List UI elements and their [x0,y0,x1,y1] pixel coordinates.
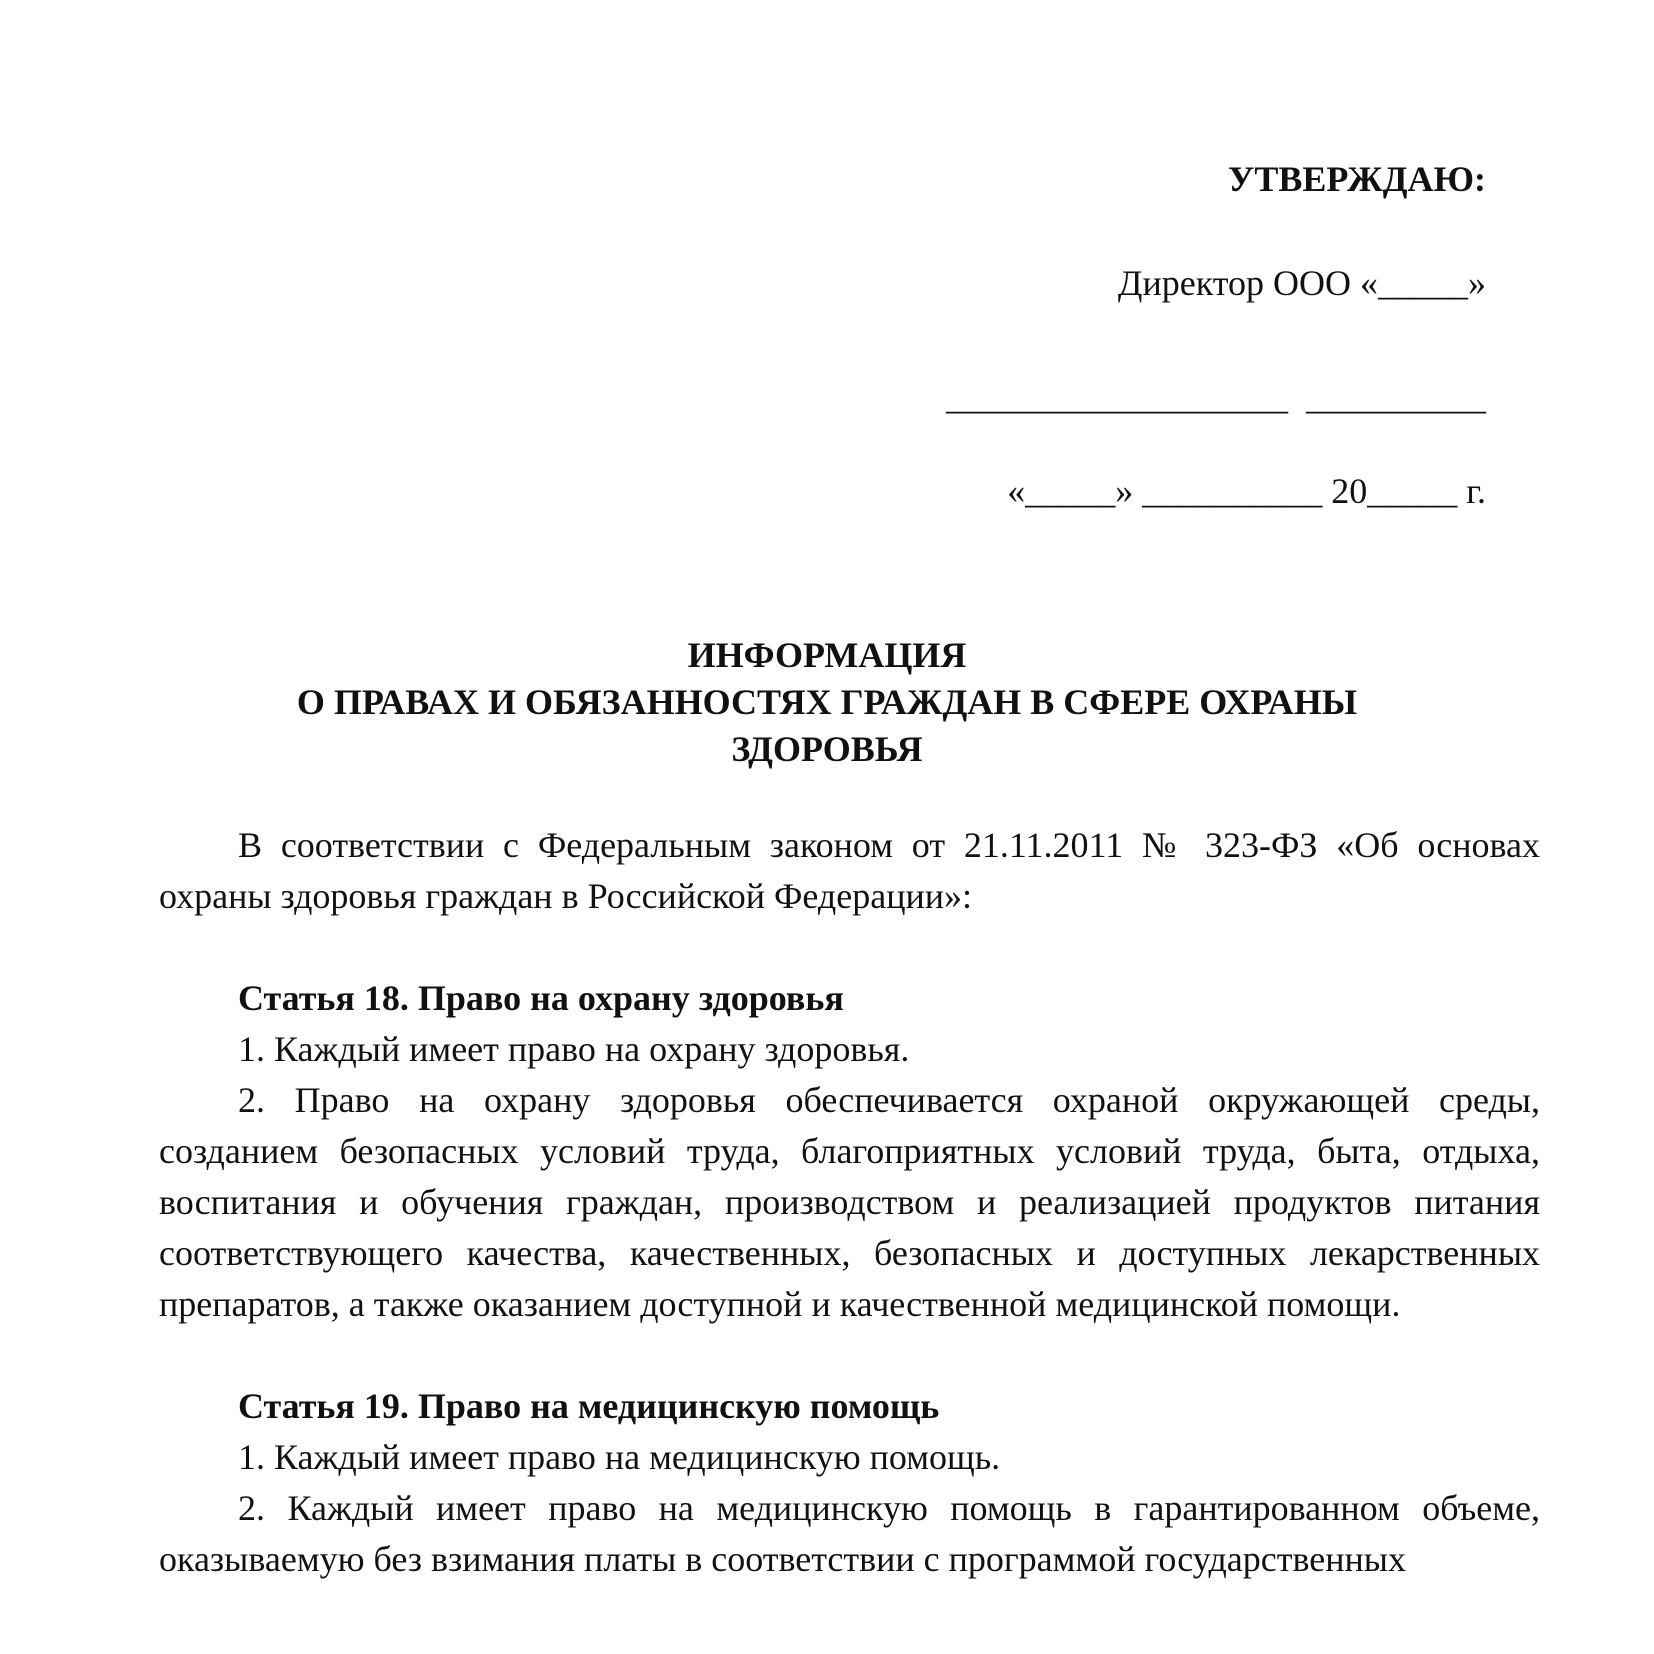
approval-title: УТВЕРЖДАЮ: [1227,159,1486,199]
document-title [0,632,1654,773]
document-title-line-3: ЗДОРОВЬЯ [731,729,923,769]
approval-date-line: «_____» __________ 20_____ г. [1007,471,1486,511]
article-19-heading: Статья 19. Право на медицинскую помощь [238,1386,940,1426]
document-title-line-1: ИНФОРМАЦИЯ [687,635,967,675]
document-body [159,820,1540,1585]
spacer [159,922,1540,973]
article-18-heading: Статья 18. Право на охрану здоровья [238,978,844,1018]
article-19-paragraph-2: 2. Каждый имеет право на медицинскую помощь в гарантированном объеме, оказываемую без взимания платы в соответствии с программой государственных [159,1488,1540,1579]
article-19-paragraph-1: 1. Каждый имеет право на медицинскую помощь. [238,1437,1001,1477]
approval-signature-line: ___________________ __________ [946,377,1486,417]
approval-director-line: Директор ООО «_____» [1117,263,1486,303]
article-18-paragraph-2: 2. Право на охрану здоровья обеспечивается охраной окружающей среды, созданием безопасных условий труда, благоприятных условий труда, быта, отдыха, воспитания и обучения граждан, производством и реализацией продуктов питания соответствующего качества, качественных, безопасных и доступных лекарственных препаратов, а также оказанием доступной и качественной медицинской помощи. [159,1080,1540,1324]
document-title-line-2: О ПРАВАХ И ОБЯЗАННОСТЯХ ГРАЖДАН В СФЕРЕ ОХРАНЫ [296,682,1358,722]
article-18-paragraph-1: 1. Каждый имеет право на охрану здоровья. [238,1029,910,1069]
intro-paragraph: В соответствии с Федеральным законом от 21.11.2011 № 323-ФЗ «Об основах охраны здоровья граждан в Российской Федерации»: [159,825,1540,916]
spacer [159,1330,1540,1381]
